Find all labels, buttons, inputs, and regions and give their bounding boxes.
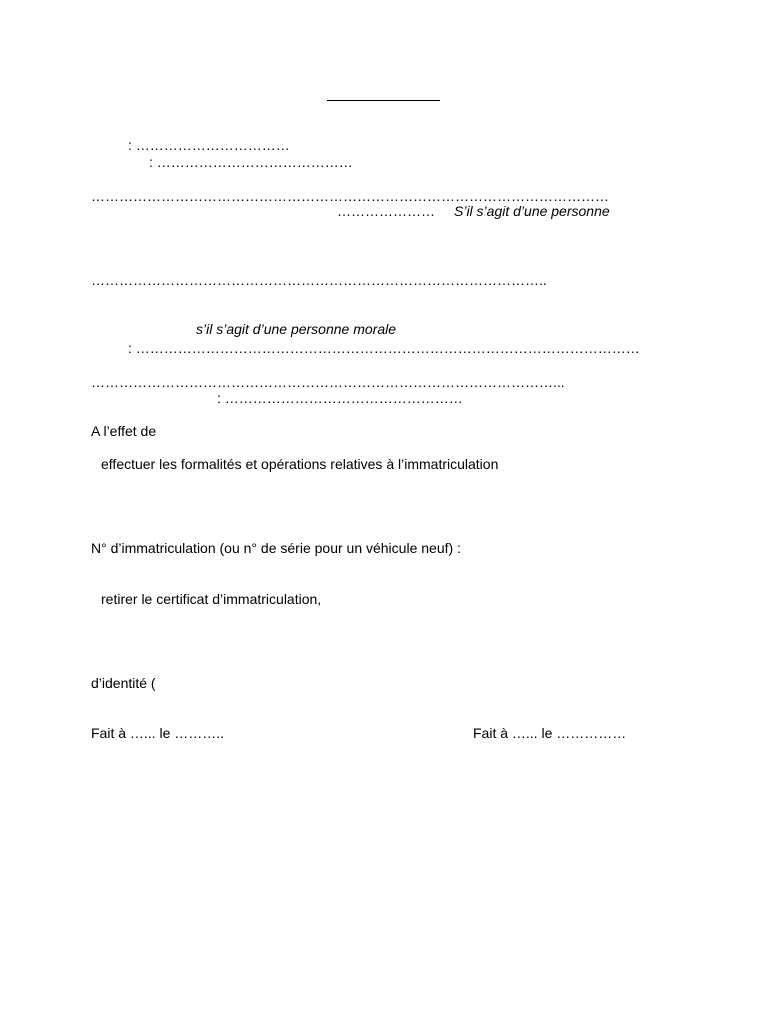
name-field-line: : ……………………………	[128, 137, 290, 153]
legal-name-field-line: : ………………………………………………………………………………………………	[128, 340, 640, 356]
signature-right: Fait à …... le ……………	[473, 725, 627, 741]
registration-number-label: N° d’immatriculation (ou n° de série pour un véhicule neuf) :	[91, 540, 461, 556]
legal-address-field-line: ………………………………………………………………………………………...	[91, 374, 565, 390]
title-underline	[327, 100, 440, 101]
effect-label: A l’effet de	[91, 423, 157, 439]
legal-person-note: s’il s’agit d’une personne morale	[196, 321, 396, 337]
retrieve-certificate-text: retirer le certificat d’immatriculation,	[101, 591, 322, 607]
address-continuation-dots: …………………	[337, 203, 435, 219]
legal-siret-field-line: : ……………………………………………	[217, 390, 463, 406]
natural-person-note: S’il s’agit d’une personne	[454, 203, 610, 219]
long-dotted-line: ……………………………………………………………………………………..	[91, 272, 547, 288]
address-field-line: …………………………………………………………………………………………………	[91, 188, 609, 204]
identity-text: d’identité (	[91, 675, 156, 691]
effect-text: effectuer les formalités et opérations relatives à l’immatriculation	[101, 456, 499, 472]
firstname-field-line: : ……………………………………	[149, 154, 353, 170]
signature-left: Fait à …... le ………..	[91, 725, 225, 741]
